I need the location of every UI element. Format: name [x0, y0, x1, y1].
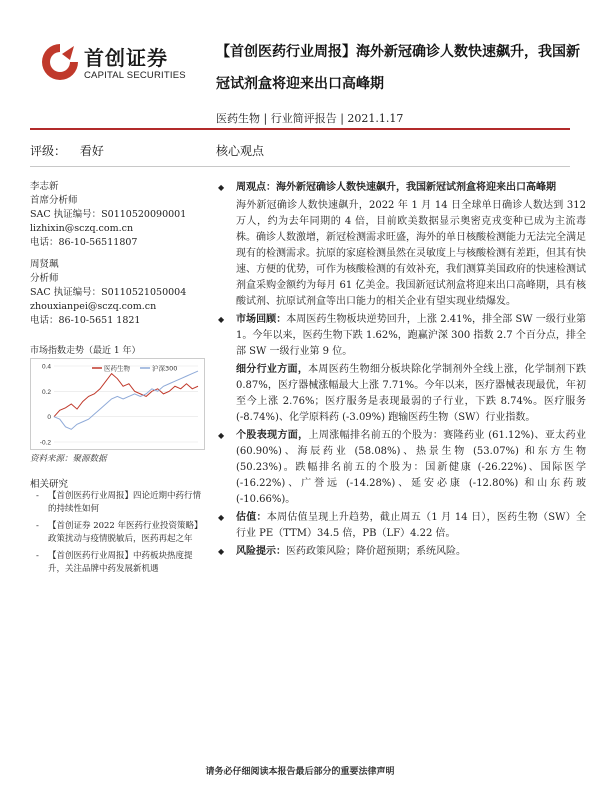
analyst-email[interactable]: zhouxianpei@sczq.com.cn	[30, 301, 157, 312]
bullet-valuation	[216, 510, 586, 542]
report-category: 医药生物	[216, 112, 260, 125]
market-review-label: 市场回顾：	[236, 314, 287, 325]
report-type: 行业简评报告	[270, 112, 337, 125]
stock-performance-text: 上周涨幅排名前五的个股为：赛隆药业 (61.12%)、亚太药业 (60.90%)、海辰药业 (58.08%)、热景生物 (53.07%) 和东方生物 (50.23%)。跌幅排名前五的个股为：国新健康 (-26.22%)、国际医学 (-16.22%)、广誉远 (-14.28%)、延安必康 (-12.80%) 和山东药玻 (-10.66%)。	[236, 430, 586, 505]
y-tick-label: 0	[47, 414, 51, 422]
y-tick-label: 0.2	[41, 388, 51, 396]
chart-title: 市场指数走势（最近 1 年）	[30, 346, 141, 356]
analyst-card	[30, 258, 186, 328]
weekly-view-body: 海外新冠确诊人数快速飙升，2022 年 1 月 14 日全球单日确诊人数达到 312 万人，约为去年同期的 4 倍，目前欧美数据显示奥密克戎变种已成为主流毒株。确诊人数激增，新冠检测需求旺盛，海外的单日核酸检测能力无法完全满足现有的检测需求。抗原的家庭检测虽然在灵敏度上与核酸检测有差距，但其有快速、方便的优势，可作为核酸检测的有效补充，我们测算美国政府的快速检测试剂盒采购金额约为每月 61 亿美金。我国新冠试剂盒将迎来出口高峰期，具有核酸试剂、抗原试剂盒等出口能力的相关企业有望实现业绩爆发。	[236, 200, 586, 307]
meta-separator: |	[340, 112, 348, 125]
risk-label: 风险提示：	[236, 546, 286, 557]
analyst-name: 李志新	[30, 181, 59, 192]
market-index-chart	[30, 358, 205, 450]
related-heading: 相关研究	[30, 479, 69, 490]
logo-text-en: CAPITAL SECURITIES	[84, 70, 186, 81]
bullet-market-review	[216, 312, 586, 360]
analyst-card	[30, 180, 186, 250]
related-item[interactable]: - 【首创医药行业周报】中药板块热度提升，关注品牌中药发展新机遇	[34, 550, 204, 576]
logo-mark-icon	[40, 42, 80, 82]
bullet-weekly-view	[216, 180, 586, 196]
analyst-sac: SAC 执证编号：S0110521050004	[30, 287, 187, 298]
y-tick-label: 0.4	[41, 363, 51, 371]
legal-footer: 请务必仔细阅读本报告最后部分的重要法律声明	[205, 767, 395, 777]
core-view-title: 核心观点	[216, 144, 265, 158]
logo-text-cn: 首创证券	[84, 46, 168, 70]
header-divider	[30, 128, 570, 130]
valuation-text: 本周估值呈现上升趋势，截止周五（1 月 14 日），医药生物（SW）全行业 PE（TTM）34.5 倍，PB（LF）4.22 倍。	[236, 512, 586, 539]
subsector-paragraph	[216, 362, 586, 426]
related-list	[34, 490, 204, 580]
related-item[interactable]: - 【首创证券 2022 年医药行业投资策略】政策扰动与疫情脱敏后，医药再起之年	[34, 520, 204, 546]
related-item[interactable]: - 【首创医药行业周报】四论近期中药行情的持续性如何	[34, 490, 204, 516]
y-tick-label: -0.2	[39, 439, 51, 447]
bullet-stock-performance	[216, 428, 586, 508]
chart-source: 资料来源：聚源数据	[30, 454, 107, 464]
bullet-risk	[216, 544, 586, 560]
market-review-text: 本周医药生物板块逆势回升，上涨 2.41%，排全部 SW 一级行业第 1。今年以来，医药生物下跌 1.62%，跑赢沪深 300 指数 2.7 个百分点，排全部 SW 一级行业第 9 位。	[236, 314, 587, 357]
report-date: 2021.1.17	[347, 112, 404, 125]
analyst-email[interactable]: lizhixin@sczq.com.cn	[30, 223, 134, 234]
rating-label: 评级：	[30, 144, 67, 158]
analyst-phone: 电话：86-10-5651 1821	[30, 315, 141, 326]
legend-label: 沪深300	[152, 364, 178, 373]
rating-value: 看好	[79, 144, 104, 158]
core-view-content	[216, 180, 586, 562]
company-logo	[40, 36, 200, 88]
weekly-view-heading: 周观点：海外新冠确诊人数快速飙升，我国新冠试剂盒将迎来出口高峰期	[236, 182, 556, 193]
analyst-name: 周贤珮	[30, 259, 59, 270]
subsector-label: 细分行业方面，	[236, 364, 309, 375]
risk-text: 医药政策风险；降价超预期；系统风险。	[286, 546, 466, 557]
section-divider	[30, 166, 570, 167]
analyst-role: 分析师	[30, 273, 59, 284]
subsector-text: 本周医药生物细分板块除化学制剂外全线上涨，化学制剂下跌 0.87%，医疗器械涨幅最大上涨 7.71%。今年以来，医疗器械表现最优，年初至今上涨 2.76%；医疗服务是表现最弱的子行业，下跌 8.74%。医疗服务 (-8.74%)、化学原料药 (-3.09%) 跑输医药生物（SW）行业指数。	[236, 364, 587, 423]
analyst-phone: 电话：86-10-56511807	[30, 237, 138, 248]
analyst-sac: SAC 执证编号：S0110520090001	[30, 209, 187, 220]
legend-label: 医药生物	[104, 364, 130, 373]
meta-separator: |	[263, 112, 271, 125]
stock-performance-label: 个股表现方面，	[236, 430, 309, 441]
valuation-label: 估值：	[236, 512, 267, 523]
rating	[30, 142, 104, 159]
report-title: 【首创医药行业周报】海外新冠确诊人数快速飙升，我国新冠试剂盒将迎来出口高峰期	[216, 44, 580, 92]
analyst-role: 首席分析师	[30, 195, 78, 206]
report-meta	[216, 110, 403, 126]
